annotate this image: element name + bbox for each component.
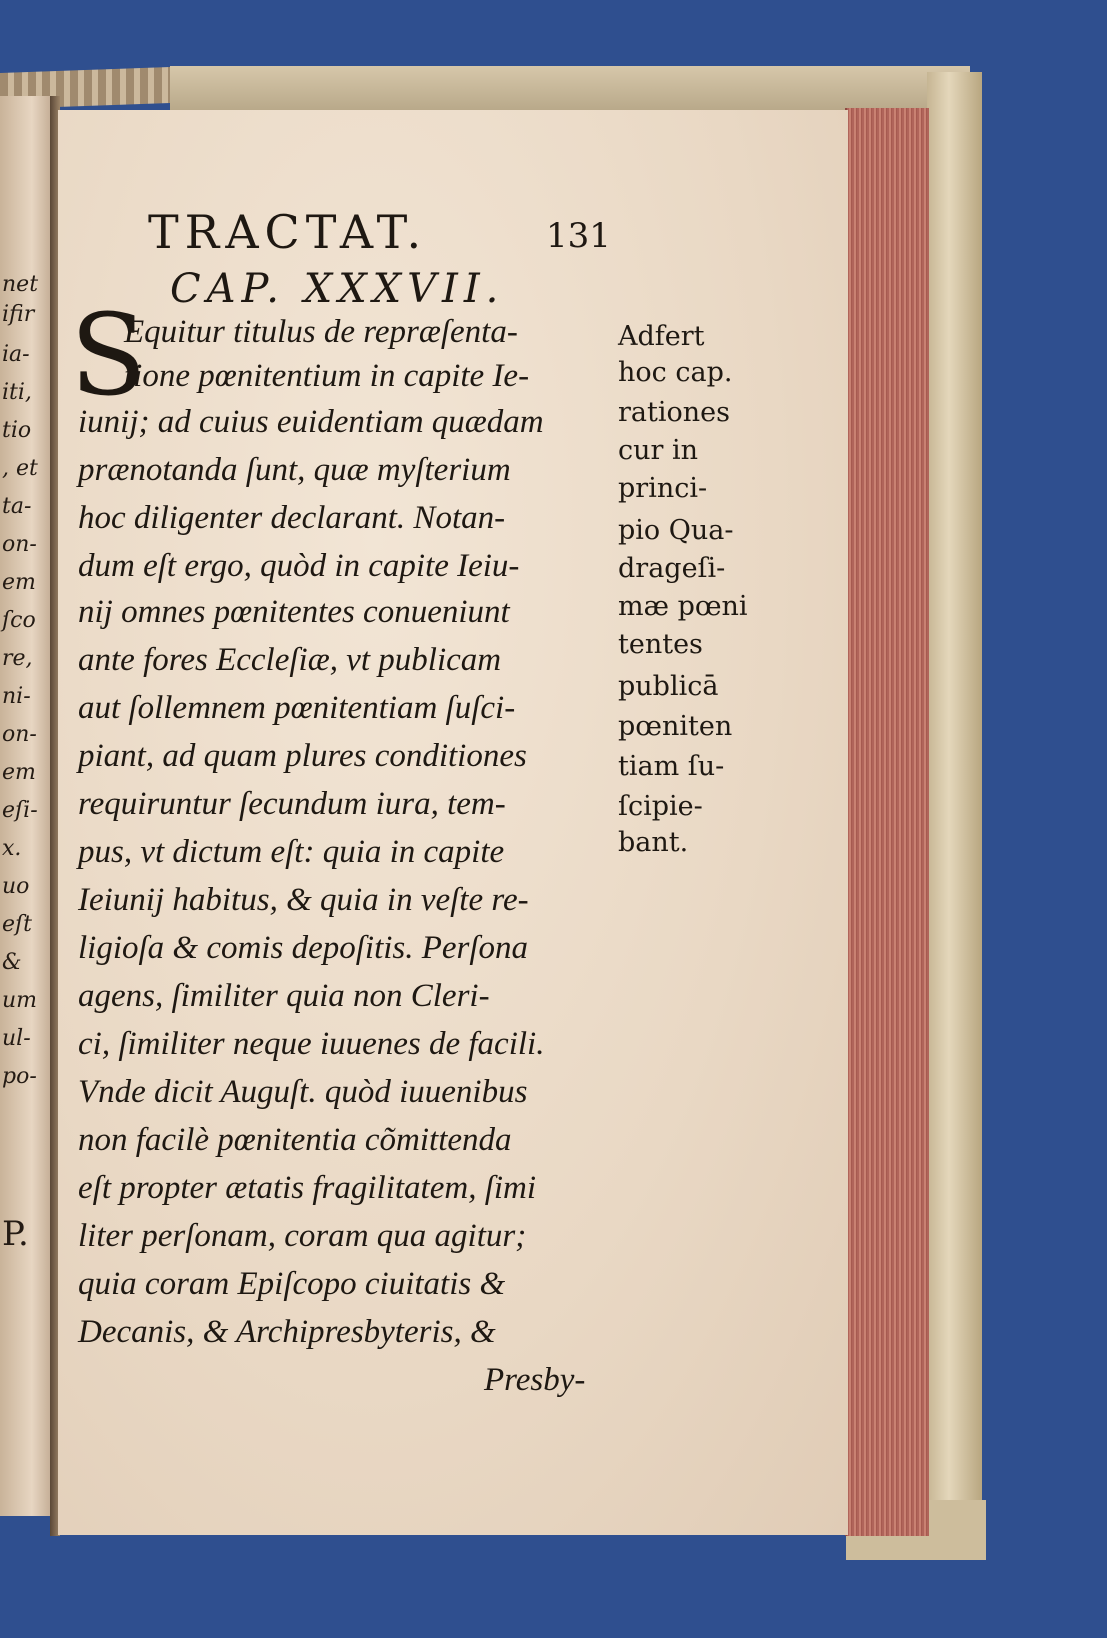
margin-note-line: tiam ſu- <box>618 751 725 782</box>
left-fragment: eſi- <box>2 798 38 823</box>
margin-note-line: pio Qua- <box>618 515 734 546</box>
left-fragment: net <box>2 272 39 297</box>
body-line: requiruntur ſecundum iura, tem- <box>78 786 506 822</box>
left-fragment: , et <box>2 456 38 481</box>
left-fragment: eſt <box>2 912 33 937</box>
body-line: agens, ſimiliter quia non Cleri- <box>78 978 490 1014</box>
page-edges <box>845 108 929 1536</box>
drop-cap: S <box>70 291 147 421</box>
margin-note-line: cur in <box>618 435 699 466</box>
body-line: liter perſonam, coram qua agitur; <box>78 1218 527 1254</box>
left-fragment: ul- <box>2 1026 31 1051</box>
body-line: Ieiunij habitus, & quia in veſte re- <box>78 882 529 918</box>
left-fragment: em <box>2 570 36 595</box>
left-fragment: & <box>2 950 22 975</box>
left-fragment: um <box>2 988 38 1013</box>
left-fragment: ia- <box>2 342 30 367</box>
body-line: aut ſollemnem pœnitentiam ſuſci- <box>78 690 516 726</box>
running-head: TRACTAT. <box>148 205 428 259</box>
left-fragment: on- <box>2 532 37 557</box>
left-fragment: po- <box>2 1064 37 1089</box>
margin-note-line: pœniten <box>618 711 733 742</box>
margin-note-line: hoc cap. <box>618 357 733 388</box>
body-line: Equitur titulus de repræſenta- <box>124 314 518 350</box>
left-fragment: iti, <box>2 380 32 405</box>
body-line: ci, ſimiliter neque iuuenes de facili. <box>78 1026 545 1062</box>
body-line: ligioſa & comis depoſitis. Perſona <box>78 930 529 966</box>
left-fragment: tio <box>2 418 32 443</box>
body-line: piant, ad quam plures conditiones <box>78 738 527 774</box>
cover-top-edge <box>170 66 970 110</box>
chapter-heading: CAP. XXXVII. <box>170 266 505 312</box>
left-fragment: re, <box>2 646 33 671</box>
body-line: hoc diligenter declarant. Notan- <box>78 500 506 536</box>
left-fragment: em <box>2 760 36 785</box>
catchword: Presby- <box>484 1362 586 1398</box>
body-line: tione pœnitentium in capite Ie- <box>124 358 530 394</box>
body-line: nij omnes pœnitentes conueniunt <box>78 594 510 630</box>
margin-note-line: Adfert <box>618 321 705 352</box>
body-line: quia coram Epiſcopo ciuitatis & <box>78 1266 506 1302</box>
margin-note-line: bant. <box>618 827 689 858</box>
body-line: pus, vt dictum eſt: quia in capite <box>78 834 505 870</box>
left-fragment: ni- <box>2 684 31 709</box>
page-number: 131 <box>546 216 611 256</box>
margin-note-line: mæ pœni <box>618 591 748 622</box>
margin-note-line: princi- <box>618 473 708 504</box>
body-line: non facilè pœnitentia cõmittenda <box>78 1122 512 1158</box>
body-line: Vnde dicit Auguſt. quòd iuuenibus <box>78 1074 528 1110</box>
body-line: dum eſt ergo, quòd in capite Ieiu- <box>78 548 520 584</box>
margin-note-line: tentes <box>618 629 703 660</box>
body-line: iunij; ad cuius euidentiam quædam <box>78 404 544 440</box>
body-line: Decanis, & Archipresbyteris, & <box>78 1314 496 1350</box>
left-fragment: on- <box>2 722 37 747</box>
margin-note-line: ſcipie- <box>618 791 703 822</box>
left-fragment: x. <box>2 836 22 861</box>
body-line: ante fores Eccleſiæ, vt publicam <box>78 642 502 678</box>
left-fragment: P. <box>2 1214 29 1254</box>
body-line: eſt propter ætatis fragilitatem, ſimi <box>78 1170 537 1206</box>
left-fragment: ta- <box>2 494 32 519</box>
left-fragment: uo <box>2 874 30 899</box>
margin-note-line: rationes <box>618 397 730 428</box>
left-fragment: ifir <box>2 302 35 327</box>
margin-note-line: publicā <box>618 671 719 702</box>
cover-right-edge <box>927 72 982 1552</box>
left-fragment: ſco <box>2 608 36 633</box>
body-line: prænotanda ſunt, quæ myſterium <box>78 452 511 488</box>
margin-note-line: drageſi- <box>618 553 726 584</box>
